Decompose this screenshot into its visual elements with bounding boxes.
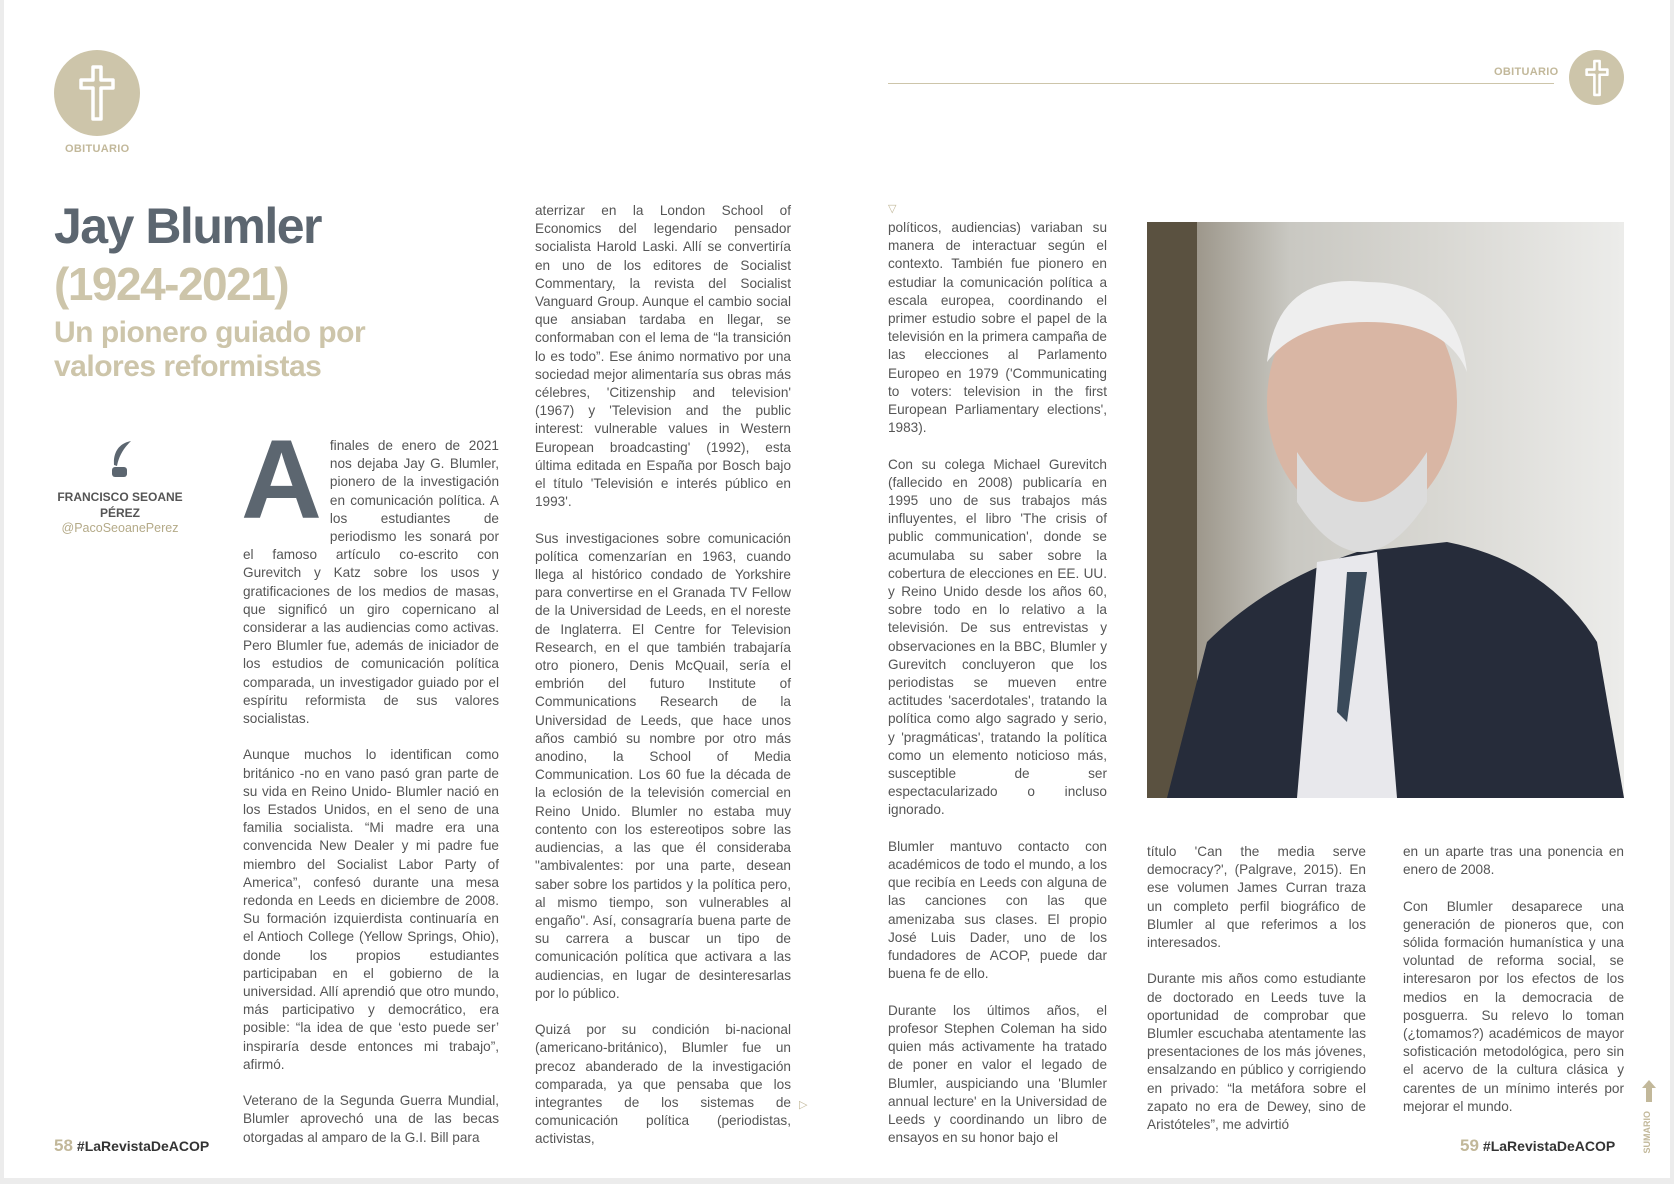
hashtag: #LaRevistaDeACOP bbox=[76, 1138, 210, 1154]
column-5 bbox=[1403, 843, 1624, 1134]
paragraph: Con su colega Michael Gurevitch (fallecido en 2008) publicaría en 1995 uno de sus trabajos más influyentes, el libro 'The crisis of public communication', donde se acumulaba su saber sobre la cobertura de elecciones en EE. UU. y Reino Unido desde los años 60, sobre todo en lo relativo a la televisión. De sus entrevistas y observaciones en la BBC, Blumler y Gurevitch concluyeron que los periodistas se mueven entre actitudes 'sacerdotales', tratando la política como algo sagrado y serio, y 'pragmáticas', tratando la política como un elemento noticioso más, susceptible de ser espectacularizado o incluso ignorado. bbox=[888, 456, 1107, 818]
cross-icon bbox=[54, 50, 140, 136]
column-1 bbox=[241, 417, 499, 1165]
section-label: OBITUARIO bbox=[65, 143, 130, 155]
footer-left bbox=[54, 1136, 209, 1156]
author-name: FRANCISCO SEOANE PÉREZ bbox=[57, 490, 183, 520]
article-title: Jay Blumler bbox=[54, 198, 321, 254]
page-number: 59 bbox=[1460, 1136, 1479, 1155]
quill-icon bbox=[107, 440, 133, 478]
portrait-photo bbox=[1147, 222, 1624, 798]
paragraph: Aunque muchos lo identifican como británico -no en vano pasó gran parte de su vida en Reino Unido- Blumler nació en los Estados Unidos, en el seno de una familia socialista. “Mi madre era una convencida New Dealer y mi padre fue miembro del Socialist Labor Party of America”, confesó durante una mesa redonda en Leeds en diciembre de 2008. Su formación izquierdista continuaría en el Antioch College (Yellow Springs, Ohio), donde los propios estudiantes participaban en el gobierno de la universidad. Allí aprendió que otro mundo, más participativo y democrático, era posible: “la idea de que ‘esto puede ser’ inspiraría desde entonces mi trabajo”, afirmó. bbox=[243, 747, 499, 1072]
hashtag: #LaRevistaDeACOP bbox=[1482, 1138, 1616, 1154]
column-2 bbox=[535, 202, 791, 1167]
article-subtitle: Un pionero guiado por valores reformistas bbox=[54, 316, 366, 383]
paragraph: título 'Can the media serve democracy?', (Palgrave, 2015). En ese volumen James Curran traza un completo perfil biográfico de Blumler al que referimos a los interesados. bbox=[1147, 844, 1366, 951]
continue-arrow-icon: ▷ bbox=[799, 1099, 808, 1111]
sumario-link[interactable] bbox=[1642, 1080, 1656, 1154]
paragraph: Blumler mantuvo contacto con académicos de todo el mundo, a los que recibía en Leeds con alguna de las canciones con las que amenizaba sus clases. El propio José Luis Dader, uno de los fundadores de ACOP, puede dar buena fe de ello. bbox=[888, 838, 1107, 982]
footer-right bbox=[1460, 1136, 1615, 1156]
paragraph: Veterano de la Segunda Guerra Mundial, Blumler aprovechó una de las becas otorgadas al amparo de la G.I. Bill para bbox=[243, 1093, 499, 1145]
paragraph: Con Blumler desaparece una generación de pioneros que, con sólida formación humanística y una voluntad de reforma social, se interesaron por los efectos de los medios en la democracia de posguerra. Su relevo lo toman (¿tomamos?) académicos de mayor sofisticación metodológica, pero sin el acervo de la cultura clásica y carentes de un mínimo interés por mejorar el mundo. bbox=[1403, 898, 1624, 1114]
sumario-label: SUMARIO bbox=[1642, 1111, 1652, 1154]
paragraph: finales de enero de 2021 nos dejaba Jay G. Blumler, pionero de la investigación en comunicación política. A los estudiantes de periodismo les sonará por el famoso artículo co-escrito con Gurevitch y Katz sobre los usos y gratificaciones de los medios de masas, que significó un giro copernicano al considerar a las audiencias como activas. Pero Blumler fue, además de iniciador de los estudios de comunicación política comparada, un investigador guiado por el espíritu reformista de sus valores socialistas. bbox=[243, 438, 499, 727]
page-number: 58 bbox=[54, 1136, 73, 1155]
column-4 bbox=[1147, 843, 1366, 1152]
section-label-right: OBITUARIO bbox=[1494, 66, 1559, 78]
author-block bbox=[50, 440, 190, 535]
article-years: (1924-2021) bbox=[54, 258, 289, 310]
column-3 bbox=[888, 219, 1107, 1166]
continued-arrow-icon: ▽ bbox=[888, 203, 897, 215]
paragraph: Durante los últimos años, el profesor Stephen Coleman ha sido quien más activamente ha tratado de poner en valor el legado de Blumler, auspiciando una 'Blumler annual lecture' en la Universidad de Leeds y coordinando un libro de ensayos en su honor bajo el bbox=[888, 1002, 1107, 1146]
paragraph: en un aparte tras una ponencia en enero de 2008. bbox=[1403, 844, 1624, 878]
drop-cap: A bbox=[241, 417, 322, 542]
paragraph: Sus investigaciones sobre comunicación política comenzarían en 1963, cuando llega al histórico condado de Yorkshire para convertirse en el Granada TV Fellow de la Universidad de Leeds, en el noreste de Inglaterra. El Centre for Television Research, en el que también trabajaría otro pionero, Denis McQuail, sería el embrión del futuro Institute of Communications Research de la Universidad de Leeds, que hace unos años cambió su nombre por otro más anodino, la School of Media Communication. Los 60 fue la década de la eclosión de la televisión comercial en Reino Unido. Blumler no estaba muy contento con los estereotipos sobre las audiencias, a las que él consideraba "ambivalentes: por una parte, desean saber sobre los partidos y la política pero, al mismo tiempo, son vulnerables al engaño". Así, consagraría buena parte de su carrera a buscar un tipo de comunicación política que activara a las audiencias, en lugar de desinteresarlas por lo público. bbox=[535, 530, 791, 1001]
paragraph: Durante mis años como estudiante de doctorado en Leeds tuve la oportunidad de comprobar que Blumler escuchaba atentamente las presentaciones de los más jóvenes, ensalzando en público y corrigiendo en privado: “la metáfora sobre el zapato no era de Dewey, sino de Aristóteles”, me advirtió bbox=[1147, 971, 1366, 1133]
paragraph: Quizá por su condición bi-nacional (americano-británico), Blumler fue un precoz abanderado de la investigación comparada, ya que pensaba que los integrantes de los sistemas de comunicación política (periodistas, activistas, bbox=[535, 1022, 791, 1147]
author-handle[interactable]: @PacoSeoanePerez bbox=[61, 521, 179, 535]
up-arrow-icon bbox=[1642, 1080, 1656, 1102]
cross-icon-right bbox=[1569, 50, 1624, 105]
header-rule bbox=[888, 83, 1554, 84]
paragraph: aterrizar en la London School of Economics del legendario pensador socialista Harold Laski. Allí se convertiría en uno de los editores de Socialist Commentary, la revista del Socialist Vanguard Group. Aunque el cambio social que ansiaban tardaba en llegar, se conformaban con el lema de “la transición lo es todo”. Ese ánimo normativo por una sociedad mejor alimentaría sus obras más célebres, 'Citizenship and television' (1967) y 'Television and the public interest: vulnerable values in Western European broadcasting' (1992), esta última editada en España por Bosch bajo el título 'Televisión e interés público en 1993'. bbox=[535, 203, 791, 510]
paragraph: políticos, audiencias) variaban su manera de interactuar según el contexto. También fue pionero en estudiar la comunicación política a escala europea, coordinando el primer estudio sobre el papel de la televisión en la primera campaña de las elecciones al Parlamento Europeo en 1979 ('Communicating to voters: television in the first European Parliamentary elections', 1983). bbox=[888, 220, 1107, 436]
